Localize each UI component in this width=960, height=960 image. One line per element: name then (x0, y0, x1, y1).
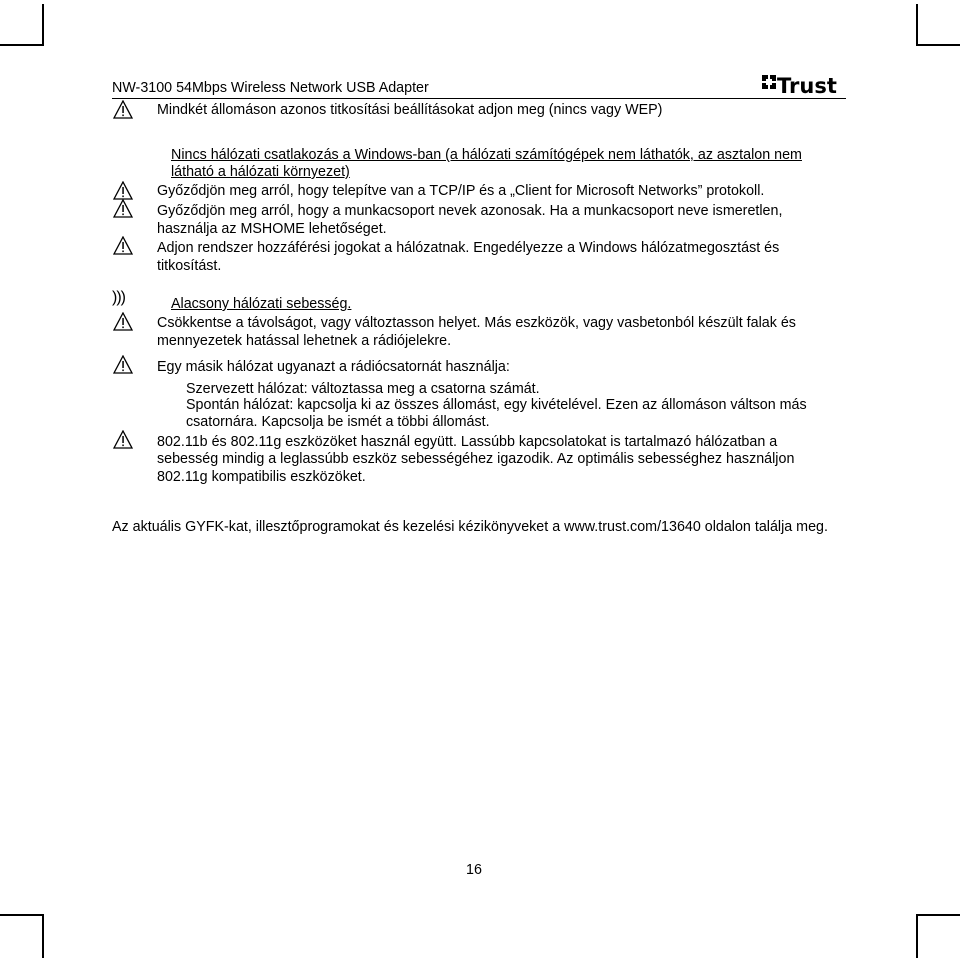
warning-icon (113, 181, 133, 200)
crop-mark-bottom-right-v (916, 914, 918, 958)
crop-mark-top-left-v (42, 4, 44, 46)
crop-mark-top-right-h (916, 44, 960, 46)
warning-icon (113, 199, 133, 218)
problem1-title-line1: Nincs hálózati csatlakozás a Windows-ban (a hálózati számítógépek nem láthatók, az asztalon nem (171, 147, 802, 163)
problem1-title-line2: látható a hálózati környezet) (171, 164, 350, 180)
warning-icon (113, 236, 133, 255)
crop-mark-bottom-left-h (0, 914, 44, 916)
header-rule (112, 98, 846, 99)
warning-icon (113, 100, 133, 119)
problem2-item3-line2: sebesség mindig a leglassúbb eszköz sebességéhez igazodik. Az optimális sebességhez használjon (157, 451, 795, 467)
crop-mark-bottom-left-v (42, 914, 44, 958)
problem2-item2: Egy másik hálózat ugyanazt a rádiócsatornát használja: (157, 359, 510, 375)
page-number: 16 (466, 862, 482, 878)
problem2-item3-line1: 802.11b és 802.11g eszközöket használ együtt. Lassúbb kapcsolatokat is tartalmazó hálózatban a (157, 434, 778, 450)
crop-mark-top-left-h (0, 44, 44, 46)
radio-signal-icon: ))) (112, 289, 125, 306)
crop-mark-bottom-right-h (916, 914, 960, 916)
problem2-sub2-line1: Spontán hálózat: kapcsolja ki az összes állomást, egy kivételével. Ezen az állomáson váltson más (186, 397, 807, 413)
problem1-item2-line2: használja az MSHOME lehetőséget. (157, 221, 387, 237)
crop-mark-top-right-v (916, 4, 918, 46)
problem2-sub2-line2: csatornára. Kapcsolja be ismét a többi állomást. (186, 414, 490, 430)
problem2-item1-line1: Csökkentse a távolságot, vagy változtasson helyet. Más eszközök, vagy vasbetonból készült falak és (157, 315, 796, 331)
problem1-item3-line1: Adjon rendszer hozzáférési jogokat a hálózatnak. Engedélyezze a Windows hálózatmegosztást és (157, 240, 780, 256)
problem2-sub1: Szervezett hálózat: változtassa meg a csatorna számát. (186, 381, 540, 397)
problem2-item1-line2: mennyezetek hatással lehetnek a rádiójelekre. (157, 333, 452, 349)
trust-logo (762, 73, 844, 97)
warning-icon (113, 430, 133, 449)
warning-icon (113, 355, 133, 374)
header-title: NW-3100 54Mbps Wireless Network USB Adapter (112, 80, 429, 96)
footer-text: Az aktuális GYFK-kat, illesztőprogramokat és kezelési kézikönyveket a www.trust.com/13640 oldalon találja meg. (112, 519, 828, 535)
warning-icon (113, 312, 133, 331)
problem2-item3-line3: 802.11g kompatibilis eszközöket. (157, 469, 366, 485)
problem2-title: Alacsony hálózati sebesség. (171, 296, 352, 312)
problem1-item3-line2: titkosítást. (157, 258, 222, 274)
problem1-item1: Győződjön meg arról, hogy telepítve van a TCP/IP és a „Client for Microsoft Networks” protokoll. (157, 183, 765, 199)
top-warning-text: Mindkét állomáson azonos titkosítási beállításokat adjon meg (nincs vagy WEP) (157, 102, 663, 118)
svg-text:Trust: Trust (777, 74, 837, 97)
problem1-item2-line1: Győződjön meg arról, hogy a munkacsoport nevek azonosak. Ha a munkacsoport neve ismeretlen, (157, 203, 783, 219)
